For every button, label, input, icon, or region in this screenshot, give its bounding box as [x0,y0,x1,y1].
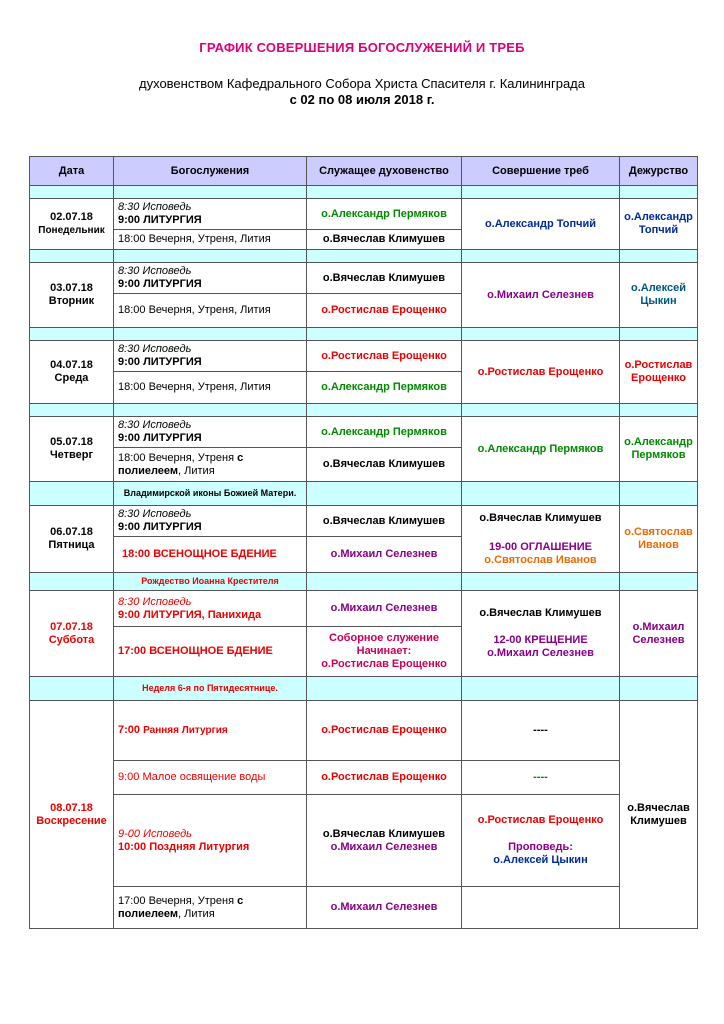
date-cell: 07.07.18 Суббота [30,591,114,677]
clergy-cell: о.Михаил Селезнев [307,591,462,627]
table-row [30,795,698,887]
duty-cell: о.Святослав Иванов [620,506,698,573]
duty-cell: о.Алексей Цыкин [620,263,698,328]
clergy-cell: о.Вячеслав Климушев [307,448,462,482]
table-row [30,263,698,294]
service-cell: 8:30 Исповедь 9:00 ЛИТУРГИЯ [114,341,307,372]
col-header-treby: Совершение треб [462,157,620,186]
date-cell: 08.07.18 Воскресение [30,701,114,929]
date-cell: 06.07.18 Пятница [30,506,114,573]
service-cell: 18:00 Вечерня, Утреня, Лития [114,294,307,328]
treby-cell: ---- [462,701,620,761]
holiday-row [30,573,698,591]
treby-cell: о.Александр Пермяков [462,417,620,482]
clergy-cell: о.Ростислав Ерощенко [307,701,462,761]
col-header-duty: Дежурство [620,157,698,186]
clergy-cell: о.Вячеслав Климушев [307,506,462,537]
holiday-label: Рождество Иоанна Крестителя [114,573,307,591]
service-cell: 8:30 Исповедь 9:00 ЛИТУРГИЯ [114,506,307,537]
treby-cell [462,887,620,929]
service-cell: 18:00 ВСЕНОЩНОЕ БДЕНИЕ [114,537,307,573]
service-cell: 18:00 Вечерня, Утреня, Лития [114,230,307,250]
date-cell: 02.07.18 Понедельник [30,199,114,250]
service-cell: 17:00 Вечерня, Утреня с полиелеем, Лития [114,887,307,929]
service-cell: 8:30 Исповедь 9:00 ЛИТУРГИЯ [114,263,307,294]
clergy-cell: Соборное служение Начинает: о.Ростислав Ерощенко [307,627,462,677]
clergy-cell: о.Вячеслав Климушев [307,230,462,250]
date-cell: 03.07.18 Вторник [30,263,114,328]
clergy-cell: о.Вячеслав Климушев о.Михаил Селезнев [307,795,462,887]
duty-cell: о.Михаил Селезнев [620,591,698,677]
clergy-cell: о.Александр Пермяков [307,417,462,448]
table-row [30,887,698,929]
clergy-cell: о.Ростислав Ерощенко [307,294,462,328]
holiday-label: Владимирской иконы Божией Матери. [114,482,307,506]
table-row [30,591,698,627]
clergy-cell: о.Михаил Селезнев [307,887,462,929]
service-cell: 17:00 ВСЕНОЩНОЕ БДЕНИЕ [114,627,307,677]
clergy-cell: о.Михаил Селезнев [307,537,462,573]
service-cell: 8:30 Исповедь 9:00 ЛИТУРГИЯ [114,199,307,230]
treby-cell: о.Ростислав Ерощенко Проповедь: о.Алексей Цыкин [462,795,620,887]
service-cell: 9:00 Малое освящение воды [114,761,307,795]
col-header-services: Богослужения [114,157,307,186]
table-header-row [30,157,698,186]
clergy-cell: о.Вячеслав Климушев [307,263,462,294]
spacer-row [30,404,698,417]
date-cell: 04.07.18 Среда [30,341,114,404]
treby-cell: ---- [462,761,620,795]
clergy-cell: о.Александр Пермяков [307,199,462,230]
date-cell: 05.07.18 Четверг [30,417,114,482]
document-period: с 02 по 08 июля 2018 г. [289,92,435,107]
table-row [30,341,698,372]
treby-cell: о.Михаил Селезнев [462,263,620,328]
document-subtitle: духовенством Кафедрального Собора Христа Спасителя г. Калининграда [139,76,585,91]
table-row [30,199,698,230]
col-header-date: Дата [30,157,114,186]
table-row [30,506,698,537]
holiday-row [30,677,698,701]
table-row [30,417,698,448]
spacer-row [30,186,698,199]
duty-cell: о.Александр Топчий [620,199,698,250]
clergy-cell: о.Ростислав Ерощенко [307,341,462,372]
duty-cell: о.Ростислав Ерощенко [620,341,698,404]
service-cell: 18:00 Вечерня, Утреня, Лития [114,372,307,404]
service-cell: 18:00 Вечерня, Утреня с полиелеем, Лития [114,448,307,482]
spacer-row [30,328,698,341]
col-header-clergy: Служащее духовенство [307,157,462,186]
duty-cell: о.Вячеслав Климушев [620,701,698,929]
treby-cell: о.Вячеслав Климушев 12-00 КРЕЩЕНИЕ о.Михаил Селезнев [462,591,620,677]
service-cell: 8:30 Исповедь 9:00 ЛИТУРГИЯ [114,417,307,448]
duty-cell: о.Александр Пермяков [620,417,698,482]
document-title: ГРАФИК СОВЕРШЕНИЯ БОГОСЛУЖЕНИЙ И ТРЕБ [199,40,525,55]
holiday-row [30,482,698,506]
treby-cell: о.Александр Топчий [462,199,620,250]
service-cell: 9-00 Исповедь 10:00 Поздняя Литургия [114,795,307,887]
spacer-row [30,250,698,263]
clergy-cell: о.Ростислав Ерощенко [307,761,462,795]
schedule-table [29,156,698,929]
treby-cell: о.Вячеслав Климушев 19-00 ОГЛАШЕНИЕ о.Святослав Иванов [462,506,620,573]
table-row [30,701,698,761]
clergy-cell: о.Александр Пермяков [307,372,462,404]
treby-cell: о.Ростислав Ерощенко [462,341,620,404]
holiday-label: Неделя 6-я по Пятидесятнице. [114,677,307,701]
table-row [30,761,698,795]
service-cell: 8:30 Исповедь 9:00 ЛИТУРГИЯ, Панихида [114,591,307,627]
service-cell: 7:00 Ранняя Литургия [114,701,307,761]
